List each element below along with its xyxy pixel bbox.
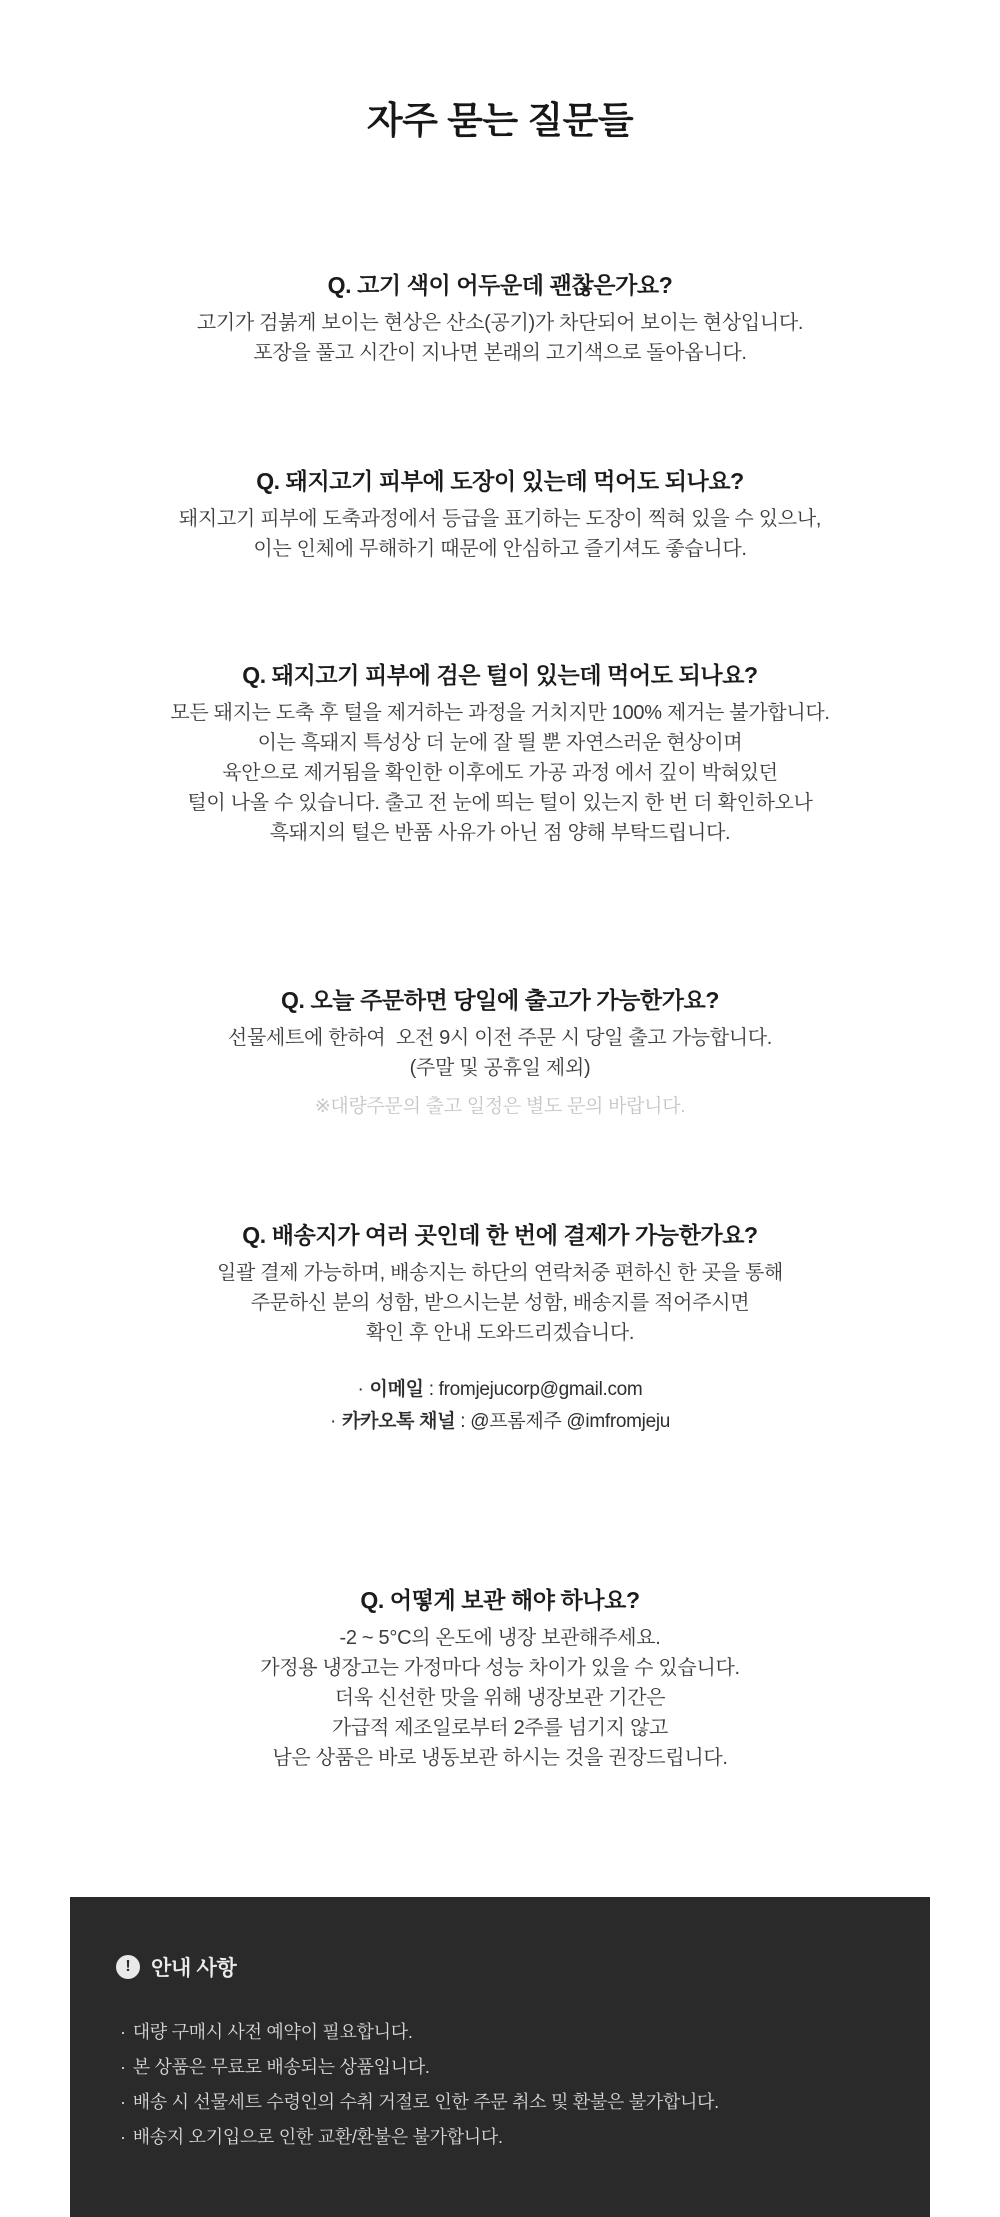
faq-item xyxy=(0,1218,1000,1438)
faq-question: Q. 고기 색이 어두운데 괜찮은가요? xyxy=(327,272,673,298)
faq-item xyxy=(0,268,1000,368)
notice-list xyxy=(116,2015,884,2155)
notice-item xyxy=(120,2050,884,2085)
notice-title: 안내 사항 xyxy=(151,1957,237,1980)
faq-answer-line: 확인 후 안내 도와드리겠습니다. xyxy=(365,1322,635,1344)
faq-item xyxy=(0,658,1000,848)
faq-answer xyxy=(0,1023,1000,1122)
faq-question: Q. 어떻게 보관 해야 하나요? xyxy=(360,1587,640,1613)
faq-answer-line: 육안으로 제거됨을 확인한 이후에도 가공 과정 에서 깊이 박혀있던 xyxy=(222,762,778,784)
faq-answer-note: ※대량주문의 출고 일정은 별도 문의 바랍니다. xyxy=(314,1096,686,1117)
notice-item-text: 대량 구매시 사전 예약이 필요합니다. xyxy=(132,2022,413,2042)
notice-header xyxy=(116,1952,884,1982)
faq-answer-line: 털이 나올 수 있습니다. 출고 전 눈에 띄는 털이 있는지 한 번 더 확인하오나 xyxy=(187,792,813,814)
faq-answer-line: 이는 인체에 무해하기 때문에 안심하고 즐기셔도 좋습니다. xyxy=(253,538,747,560)
faq-answer-line: 남은 상품은 바로 냉동보관 하시는 것을 권장드립니다. xyxy=(272,1747,728,1769)
notice-bullet: · xyxy=(120,2092,126,2112)
alert-circle-icon: ! xyxy=(116,1955,140,1979)
contact-separator: : xyxy=(455,1411,471,1432)
faq-question: Q. 돼지고기 피부에 도장이 있는데 먹어도 되나요? xyxy=(256,468,744,494)
notice-bullet: · xyxy=(120,2022,126,2042)
faq-question: Q. 오늘 주문하면 당일에 출고가 가능한가요? xyxy=(281,987,719,1013)
notice-item xyxy=(120,2085,884,2120)
faq-answer-line: 흑돼지의 털은 반품 사유가 아닌 점 양해 부탁드립니다. xyxy=(269,822,731,844)
faq-answer-line: (주말 및 공휴일 제외) xyxy=(409,1057,591,1079)
contact-bullet: · xyxy=(357,1379,364,1400)
contact-value: @프롬제주 @imfromjeju xyxy=(470,1411,671,1432)
faq-answer-line: 고기가 검붉게 보이는 현상은 산소(공기)가 차단되어 보이는 현상입니다. xyxy=(196,312,804,334)
page-title: 자주 묻는 질문들 xyxy=(366,100,634,141)
faq-item xyxy=(0,464,1000,564)
faq-list xyxy=(0,268,1000,1773)
faq-answer-line: 주문하신 분의 성함, 받으시는분 성함, 배송지를 적어주시면 xyxy=(250,1292,750,1314)
faq-item xyxy=(0,1583,1000,1773)
contact-separator: : xyxy=(423,1379,439,1400)
notice-box xyxy=(70,1897,930,2217)
contact-list xyxy=(0,1374,1000,1438)
faq-answer-line: 더욱 신선한 맛을 위해 냉장보관 기간은 xyxy=(334,1687,666,1709)
contact-value: fromjejucorp@gmail.com xyxy=(438,1379,643,1400)
contact-item xyxy=(0,1406,1000,1438)
notice-bullet: · xyxy=(120,2057,126,2077)
faq-answer xyxy=(0,1258,1000,1348)
notice-item-text: 본 상품은 무료로 배송되는 상품입니다. xyxy=(132,2057,430,2077)
contact-label: 이메일 xyxy=(369,1379,424,1400)
faq-question: Q. 배송지가 여러 곳인데 한 번에 결제가 가능한가요? xyxy=(242,1222,758,1248)
faq-answer xyxy=(0,1623,1000,1773)
faq-answer-line: 일괄 결제 가능하며, 배송지는 하단의 연락처중 편하신 한 곳을 통해 xyxy=(216,1262,784,1284)
notice-bullet: · xyxy=(120,2127,126,2147)
faq-answer-line: 선물세트에 한하여 오전 9시 이전 주문 시 당일 출고 가능합니다. xyxy=(227,1027,773,1049)
faq-answer-line: 가급적 제조일로부터 2주를 넘기지 않고 xyxy=(331,1717,669,1739)
contact-bullet: · xyxy=(329,1411,336,1432)
faq-answer xyxy=(0,504,1000,564)
faq-item xyxy=(0,983,1000,1122)
faq-answer-line: 모든 돼지는 도축 후 털을 제거하는 과정을 거치지만 100% 제거는 불가합니다. xyxy=(170,702,830,724)
notice-item xyxy=(120,2015,884,2050)
faq-answer-line: 이는 흑돼지 특성상 더 눈에 잘 띌 뿐 자연스러운 현상이며 xyxy=(257,732,743,754)
faq-answer xyxy=(0,698,1000,848)
faq-answer xyxy=(0,308,1000,368)
notice-item-text: 배송지 오기입으로 인한 교환/환불은 불가합니다. xyxy=(132,2127,503,2147)
faq-answer-line: 돼지고기 피부에 도축과정에서 등급을 표기하는 도장이 찍혀 있을 수 있으나, xyxy=(178,508,822,530)
faq-question: Q. 돼지고기 피부에 검은 털이 있는데 먹어도 되나요? xyxy=(242,662,758,688)
contact-item xyxy=(0,1374,1000,1406)
faq-answer-line: -2 ~ 5°C의 온도에 냉장 보관해주세요. xyxy=(339,1627,661,1649)
faq-answer-line: 포장을 풀고 시간이 지나면 본래의 고기색으로 돌아옵니다. xyxy=(253,342,747,364)
notice-item-text: 배송 시 선물세트 수령인의 수취 거절로 인한 주문 취소 및 환불은 불가합니다. xyxy=(132,2092,719,2112)
contact-label: 카카오톡 채널 xyxy=(341,1411,456,1432)
faq-answer-line: 가정용 냉장고는 가정마다 성능 차이가 있을 수 있습니다. xyxy=(260,1657,740,1679)
notice-item xyxy=(120,2120,884,2155)
